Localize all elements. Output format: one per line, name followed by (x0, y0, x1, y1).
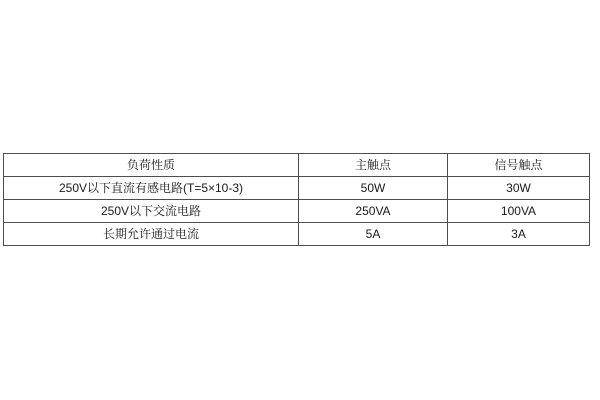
cell-dc-inductive-label: 250V以下直流有感电路(T=5×10-3) (4, 177, 299, 200)
header-main-contact: 主触点 (299, 154, 448, 177)
cell-continuous-current-signal: 3A (448, 223, 590, 246)
load-spec-table (3, 153, 590, 246)
cell-dc-inductive-main: 50W (299, 177, 448, 200)
cell-ac-circuit-label: 250V以下交流电路 (4, 200, 299, 223)
header-signal-contact: 信号触点 (448, 154, 590, 177)
table-row-ac-circuit (4, 200, 590, 223)
cell-ac-circuit-main: 250VA (299, 200, 448, 223)
header-row (4, 154, 590, 177)
cell-ac-circuit-signal: 100VA (448, 200, 590, 223)
cell-continuous-current-label: 长期允许通过电流 (4, 223, 299, 246)
table-row-dc-inductive (4, 177, 590, 200)
header-load-nature: 负荷性质 (4, 154, 299, 177)
cell-continuous-current-main: 5A (299, 223, 448, 246)
cell-dc-inductive-signal: 30W (448, 177, 590, 200)
table-row-continuous-current (4, 223, 590, 246)
